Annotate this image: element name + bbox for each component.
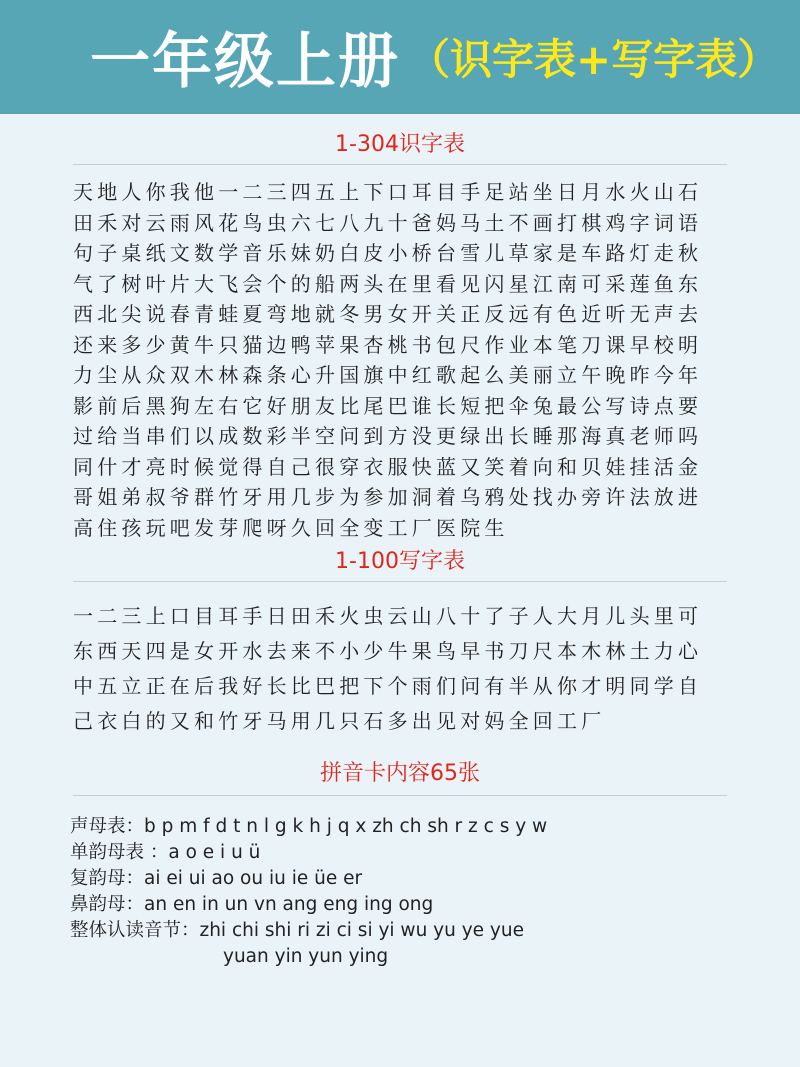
pinyin-nasal-finals: 鼻韵母：an en in un vn ang eng ing ong <box>70 894 434 915</box>
char-line: 同什才亮时候觉得自己很穿衣服快蓝又笑着向和贝娃挂活金 <box>73 454 703 479</box>
char-line: 句子桌纸文数学音乐妹奶白皮小桥台雪儿草家是车路灯走秋 <box>73 241 703 265</box>
write-char-list <box>0 582 800 739</box>
char-line: 东西天四是女开水去来不小少牛果鸟早书刀尺本木林土力心 <box>73 639 703 663</box>
write-section <box>0 543 800 739</box>
char-line: 气了树叶片大飞会个的船两头在里看见闪星江南可采莲鱼东 <box>73 271 703 296</box>
char-line: 田禾对云雨风花鸟虫六七八九十爸妈马土不画打棋鸡字词语 <box>73 210 703 235</box>
char-line: 影前后黑狗左右它好朋友比尾巴谁长短把伞兔最公写诗点要 <box>73 393 703 418</box>
pinyin-whole-syllables: 整体认读音节：zhi chi shi ri zi ci si yi wu yu ye yue <box>70 920 524 941</box>
pinyin-initials: 声母表：b p m f d t n l g k h j q x zh ch sh r z c s y w <box>70 816 548 837</box>
pinyin-whole-syllables-cont: yuan yin yun ying <box>223 946 389 967</box>
char-line: 西北尖说春青蛙夏弯地就冬男女开关正反远有色近听无声去 <box>73 302 703 326</box>
char-line: 过给当串们以成数彩半空问到方没更绿出长睡那海真老师吗 <box>73 424 703 448</box>
section-title-write: 1-100写字表 <box>335 549 465 574</box>
recognize-char-list <box>0 165 800 543</box>
char-line: 还来多少黄牛只猫边鸭苹果杏桃书包尺作业本笔刀课早校明 <box>73 332 703 357</box>
char-line: 天地人你我他一二三四五上下口耳目手足站坐日月水火山石 <box>73 180 703 204</box>
section-title-pinyin: 拼音卡内容65张 <box>320 761 480 786</box>
char-line: 哥姐弟叔爷群竹牙用几步为参加洞着乌鸦处找办旁许法放进 <box>73 485 703 509</box>
char-line: 中五立正在后我好长比巴把下个雨们问有半从你才明同学自 <box>73 674 703 698</box>
recognize-section <box>0 114 800 543</box>
section-title-recognize: 1-304识字表 <box>335 132 465 157</box>
header-banner <box>0 0 800 114</box>
char-line: 一二三上口目耳手日田禾火虫云山八十了子人大月儿头里可 <box>73 604 703 628</box>
pinyin-section <box>0 739 800 970</box>
page-subtitle: （识字表+写字表） <box>408 35 780 84</box>
page-title: 一年级上册 <box>90 27 400 97</box>
pinyin-list <box>0 796 800 970</box>
pinyin-simple-finals: 单韵母表 ：a o e i u ü <box>70 842 261 863</box>
pinyin-compound-finals: 复韵母：ai ei ui ao ou iu ie üe er <box>70 868 363 889</box>
char-line: 己衣白的又和竹牙马用几只石多出见对妈全回工厂 <box>73 709 606 733</box>
char-line: 高住孩玩吧发芽爬呀久回全变工厂医院生 <box>73 515 509 540</box>
char-line: 力尘从众双木林森条心升国旗中红歌起么美丽立午晚昨今年 <box>73 363 703 387</box>
